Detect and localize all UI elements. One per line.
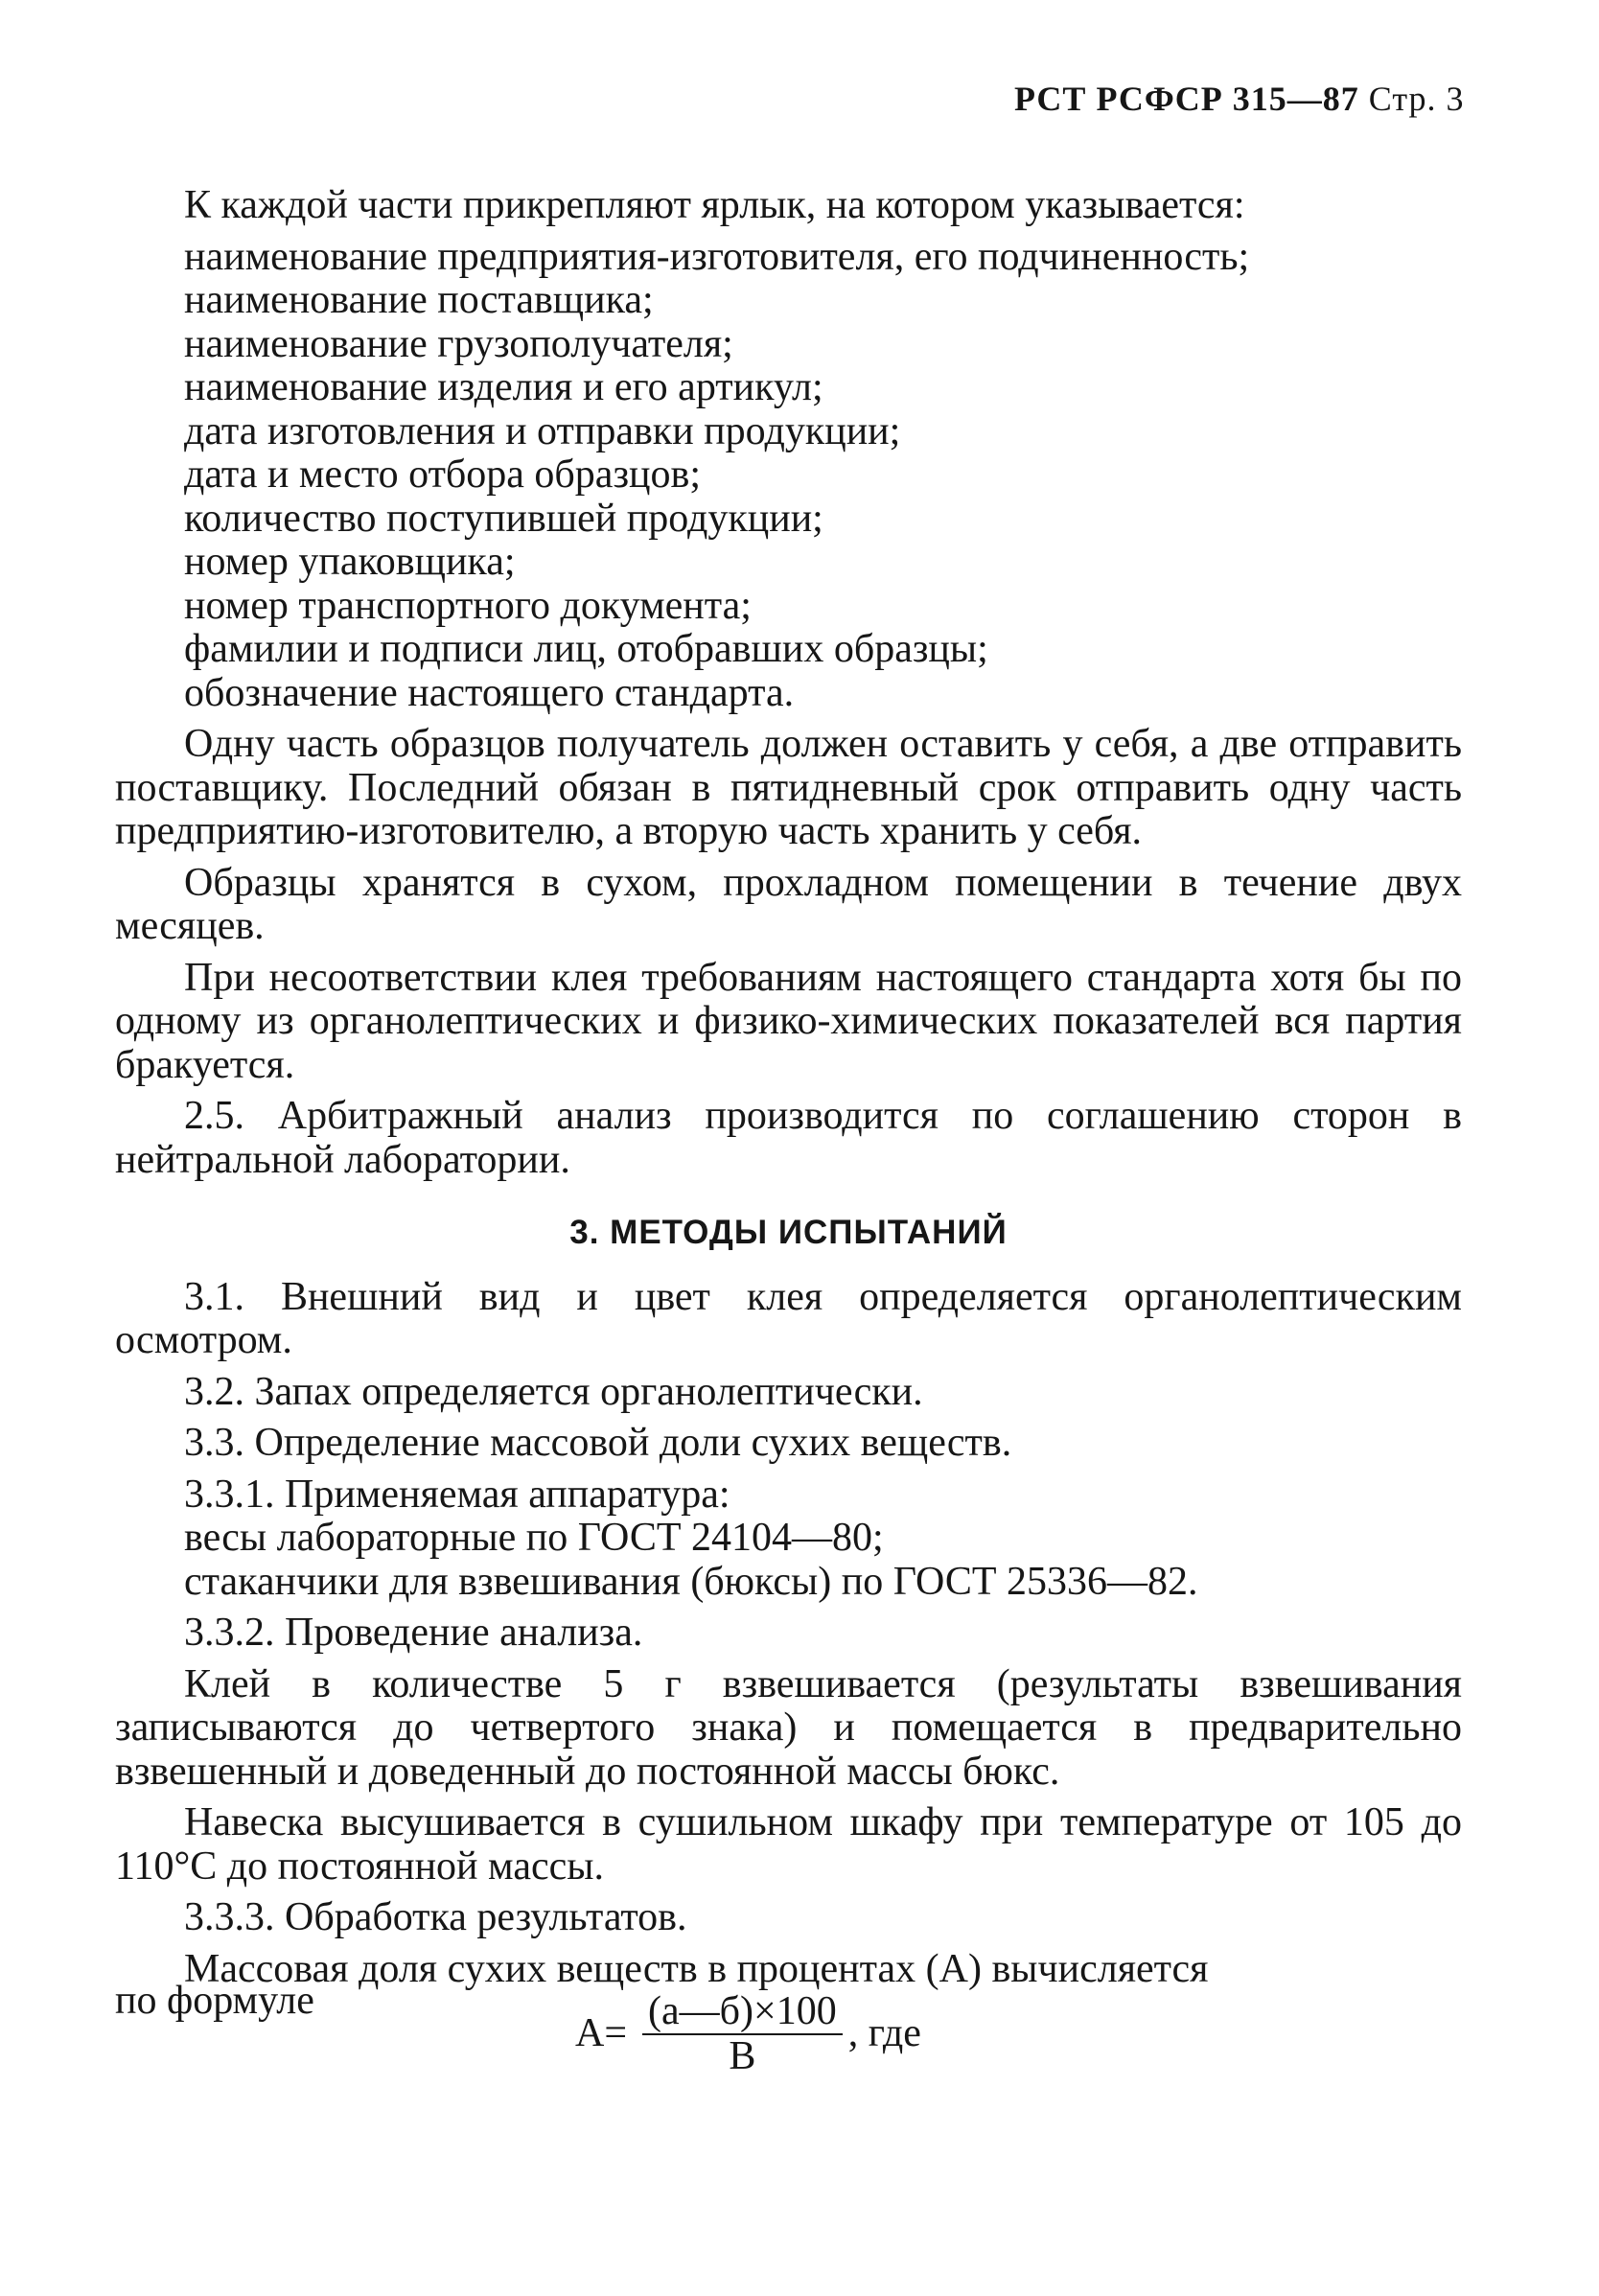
list-item: номер упаковщика; bbox=[184, 540, 516, 584]
paragraph-analysis-drying: Навеска высушивается в сушильном шкафу при температуре от 105 до 110°С до постоянной массы. bbox=[115, 1800, 1462, 1889]
paragraph-batch-rejection: При несоответствии клея требованиям настоящего стандарта хотя бы по одному из органолептических и физико-химических показателей вся партия бракуется. bbox=[115, 955, 1462, 1087]
document-id: РСТ РСФСР 315—87 bbox=[1014, 80, 1359, 118]
list-item: дата и место отбора образцов; bbox=[184, 452, 702, 497]
formula-lead-text: по формуле bbox=[115, 1979, 314, 2023]
label-items-list bbox=[184, 236, 1462, 716]
formula bbox=[575, 1991, 921, 2077]
page-header bbox=[1014, 79, 1465, 119]
paragraph-analysis-weighing: Клей в количестве 5 г взвешивается (результаты взвешивания записываются до четвертого знака) и помещается в предварительно взвешенный и доведенный до постоянной массы бюкс. bbox=[115, 1661, 1462, 1794]
list-item: обозначение настоящего стандарта. bbox=[184, 670, 795, 715]
paragraph-3-3: 3.3. Определение массовой доли сухих веществ. bbox=[184, 1421, 1012, 1465]
paragraph-3-3-2: 3.3.2. Проведение анализа. bbox=[184, 1611, 643, 1655]
formula-denominator: В bbox=[729, 2034, 756, 2078]
formula-lhs: А= bbox=[575, 2011, 628, 2056]
list-item: наименование поставщика; bbox=[184, 278, 654, 322]
list-item: количество поступившей продукции; bbox=[184, 496, 823, 541]
list-item: наименование изделия и его артикул; bbox=[184, 365, 823, 409]
paragraph-3-2: 3.2. Запах определяется органолептически. bbox=[184, 1369, 923, 1414]
formula-fraction bbox=[642, 1991, 843, 2077]
label-intro: К каждой части прикрепляют ярлык, на котором указывается: bbox=[184, 183, 1245, 227]
paragraph-3-3-3: 3.3.3. Обработка результатов. bbox=[184, 1895, 687, 1939]
list-item: наименование предприятия-изготовителя, его подчиненность; bbox=[184, 234, 1250, 279]
formula-row bbox=[115, 1979, 1462, 2087]
list-item: наименование грузополучателя; bbox=[184, 321, 733, 366]
page-content bbox=[115, 184, 1462, 2087]
apparatus-item: весы лабораторные по ГОСТ 24104—80; bbox=[184, 1516, 884, 1560]
paragraph-mass-fraction: Массовая доля сухих веществ в процентах (А) вычисляется bbox=[184, 1946, 1209, 1991]
paragraph-arbitration: 2.5. Арбитражный анализ производится по соглашению сторон в нейтральной лаборатории. bbox=[115, 1094, 1462, 1182]
paragraph-samples-storage: Образцы хранятся в сухом, прохладном помещении в течение двух месяцев. bbox=[115, 860, 1462, 948]
apparatus-block bbox=[184, 1473, 1462, 1605]
formula-tail: , где bbox=[847, 2011, 921, 2056]
section-title-test-methods: 3. МЕТОДЫ ИСПЫТАНИЙ bbox=[569, 1214, 1008, 1251]
page-number: Стр. 3 bbox=[1368, 80, 1465, 118]
apparatus-item: стаканчики для взвешивания (бюксы) по ГОСТ 25336—82. bbox=[184, 1559, 1198, 1604]
list-item: номер транспортного документа; bbox=[184, 583, 752, 628]
paragraph-3-1: 3.1. Внешний вид и цвет клея определяется органолептическим осмотром. bbox=[115, 1274, 1462, 1362]
list-item: дата изготовления и отправки продукции; bbox=[184, 408, 901, 453]
formula-numerator: (а—б)×100 bbox=[642, 1991, 843, 2035]
paragraph-samples-split: Одну часть образцов получатель должен оставить у себя, а две отправить поставщику. Последний обязан в пятидневный срок отправить одну часть предприятию-изготовителю, а вторую часть хранить у себя. bbox=[115, 722, 1462, 853]
paragraph-3-3-1: 3.3.1. Применяемая аппаратура: bbox=[184, 1472, 730, 1517]
list-item: фамилии и подписи лиц, отобравших образцы; bbox=[184, 627, 988, 671]
